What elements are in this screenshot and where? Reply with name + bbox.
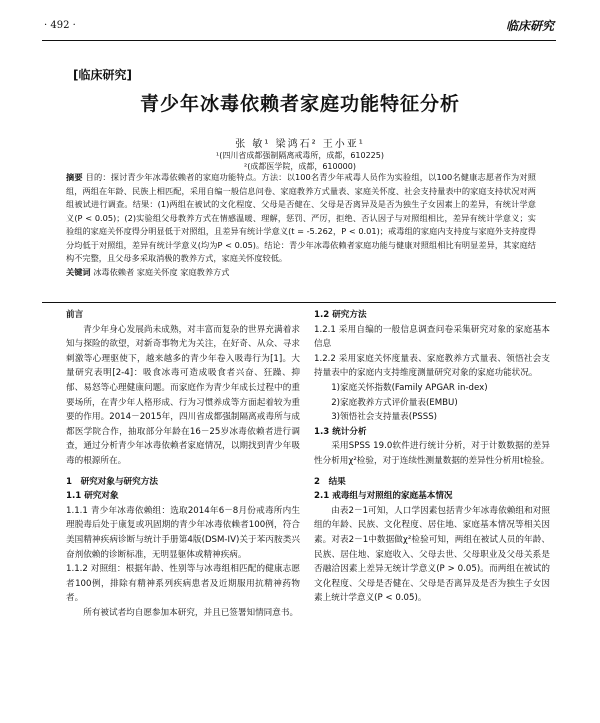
subsection-heading: 1.2 研究方法: [314, 310, 367, 320]
page-number: · 492 ·: [44, 20, 76, 31]
authors: 张 敏¹ 梁鸿石² 王小亚¹: [235, 139, 365, 150]
abstract-label: 摘要: [66, 172, 83, 182]
section-heading: 前言: [66, 310, 84, 320]
paragraph: 由表2－1可知，人口学因素包括青少年冰毒依赖组和对照组的年龄、民族、文化程度、居住地、家庭基本情况等相关因素。对表2－1中数据做χ²检验可知，两组在被试人员的年龄、民族、居住地、家庭收入、父母去世、父母职业及父母关系是否融洽因素上差异无统计学意义(P > 0.05)。而两组在被试的文化程度、父母是否健在、父母是否离异及是否为独生子女因素上统计学意义(P < 0.05)。: [314, 505, 550, 604]
article-title: 青少年冰毒依赖者家庭功能特征分析: [139, 93, 460, 115]
list-item: 3)领悟社会支持量表(PSSS): [331, 412, 438, 423]
affiliation-1: ¹(四川省成都强制隔离戒毒所，成都，610225): [216, 151, 384, 160]
journal-section-label: 临床研究: [505, 19, 554, 33]
paragraph: 青少年身心发展尚未成熟，对丰富而复杂的世界充满着求知与探险的欲望，对新奇事物尤为关注，在好奇、从众、寻求刺激等心理驱使下，越来越多的青少年卷入吸毒行为[1]。大量研究表明[2-4]：吸食冰毒可造成吸食者兴奋、狂躁、抑郁、易怒等心理健康问题。而家庭作为青少年成长过程中的重要场所，在青少年人格形成、行为习惯养成等方面起着较为重要的作用。2014－2015年，四川省成都强制隔离戒毒所与成都医学院合作，抽取部分年龄在16－25岁冰毒依赖者进行调查，通过分析青少年冰毒依赖者家庭情况，以期找到青少年吸毒的根源所在。: [66, 324, 300, 466]
keywords-label: 关键词: [66, 266, 91, 277]
abstract-rule: [42, 302, 556, 303]
paragraph: 1.2.1 采用自编的一般信息调查问卷采集研究对象的家庭基本信息: [314, 324, 550, 350]
list-item: 2)家庭教养方式评价量表(EMBU): [331, 397, 458, 408]
list-item: 1)家庭关怀指数(Family APGAR in-dex): [331, 382, 488, 393]
section-heading: 1 研究对象与研究方法: [66, 476, 158, 487]
header-rule: [42, 40, 556, 41]
paragraph: 1.2.2 采用家庭关怀度量表、家庭教养方式量表、领悟社会支持量表中的家庭内支持维度测量研究对象的家庭功能状况。: [314, 353, 550, 379]
abstract: [66, 171, 536, 279]
section-tag: [临床研究]: [73, 68, 132, 82]
keywords-text: 冰毒依赖者 家庭关怀度 家庭教养方式: [93, 266, 230, 277]
left-column: [66, 308, 300, 620]
subsection-heading: 2.1 戒毒组与对照组的家庭基本情况: [314, 491, 453, 502]
paragraph: 所有被试者均自愿参加本研究，并且已签署知情同意书。: [83, 607, 299, 618]
right-column: [314, 308, 550, 606]
abstract-text: 目的：探讨青少年冰毒依赖者的家庭功能特点。方法：以100名青少年戒毒人员作为实验组，以100名健康志愿者作为对照组，两组在年龄、民族上相匹配，采用自编一般信息问卷、家庭教养方式量表、家庭关怀度、社会支持量表中的家庭支持状况对两组被试进行调查。结果：(1)两组在被试的文化程度、父母是否健在、父母是否离异及是否为独生子女因素上的差异，有统计学意义(P < 0.05)；(2)实验组父母教养方式在情感温暖、理解，惩罚、严厉，拒绝、否认因子与对照组相比，差异有统计学意义；实验组的家庭关怀度得分明显低于对照组，且差异有统计学意义(t = -5.262，P < 0.01)；戒毒组的家庭内支持度与家庭外支持度得分均低于对照组，差异有统计学意义(均为P < 0.05)。结论：青少年冰毒依赖者家庭功能与健康对照组相比有明显差异，其家庭结构不完整，且父母多采取消极的教养方式，家庭关怀度较低。: [66, 172, 536, 263]
paragraph: 1.1.1 青少年冰毒依赖组：选取2014年6－8月份戒毒所内生理脱毒后处于康复或巩固期的青少年冰毒依赖者100例，符合美国精神疾病诊断与统计手册第4版(DSM-IV)关于苯丙胺类兴奋剂依赖的诊断标准，无明显躯体或精神疾病。: [66, 505, 300, 560]
subsection-heading: 1.1 研究对象: [66, 491, 119, 502]
paragraph: 采用SPSS 19.0软件进行统计分析，对于计数数据的差异性分析用χ²检验，对于连续性测量数据的差异性分析用t检验。: [314, 441, 550, 466]
section-heading: 2 结果: [314, 476, 346, 487]
affiliation-2: ²(成都医学院，成都，610000): [244, 162, 356, 171]
paragraph: 1.1.2 对照组：根据年龄、性别等与冰毒组相匹配的健康志愿者100例，排除有精神系列疾病患者及近期服用抗精神药物者。: [66, 564, 300, 604]
subsection-heading: 1.3 统计分析: [314, 426, 367, 437]
